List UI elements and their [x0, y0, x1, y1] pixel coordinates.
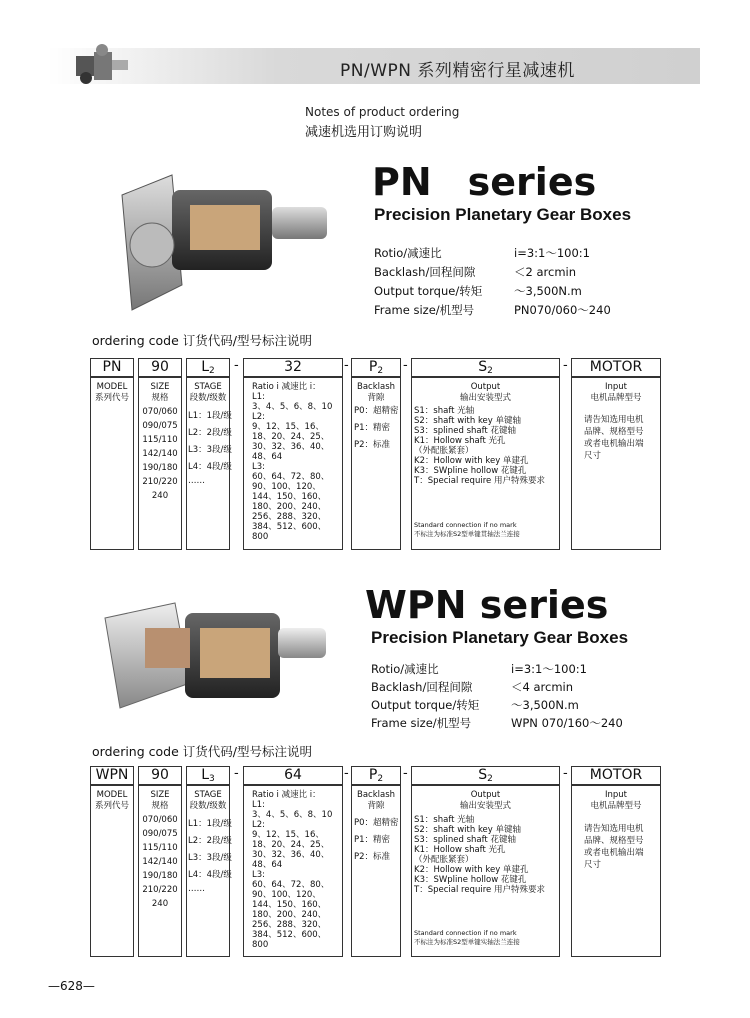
wpn-motor-list: 请告知选用电机 品牌、规格型号 或者电机输出端 尺寸	[584, 824, 644, 870]
wpn-size-detail: SIZE 规格 070/060 090/075 115/110 142/140 190/180 210/220 240	[142, 790, 178, 909]
wpn-code-output: S2	[478, 767, 493, 784]
pn-backlash-detail: Backlash 背隙	[356, 382, 396, 403]
pn-motor-list: 请告知选用电机 品牌、规格型号 或者电机输出端 尺寸	[584, 415, 644, 461]
pn-ratio-detail: Ratio i 减速比 i： L1: 3、4、5、6、8、10 L2: 9、12、15、16、 18、20、24、25、 30、32、36、40、 48、64 L3: 60、64、72、80、 90、100、120、 144、150、160、 180、200、240、 256、288、320、 384、512、600、 800	[252, 382, 333, 542]
pn-code-dash: -	[344, 358, 349, 373]
wpn-code-model: WPN	[95, 767, 129, 783]
pn-spec-torque-label: Output torque/转矩	[374, 284, 483, 298]
wpn-backlash-detail: Backlash 背隙	[356, 790, 396, 811]
wpn-output-note: Standard connection if no mark 不标注为标准S2型单键实轴法兰连接	[414, 929, 520, 946]
wpn-stage-detail: STAGE 段数/级数	[189, 790, 227, 811]
wpn-code-ratio: 64	[284, 767, 302, 783]
pn-gearbox-image	[112, 165, 332, 315]
pn-spec-frame-value: PN070/060～240	[514, 303, 611, 317]
wpn-code-stage: L3	[201, 767, 215, 784]
pn-code-dash: -	[234, 358, 239, 373]
pn-spec-backlash-label: Backlash/回程间隙	[374, 265, 476, 279]
wpn-spec-torque-label: Output torque/转矩	[371, 698, 480, 712]
wpn-spec-frame-value: WPN 070/160～240	[511, 716, 623, 730]
notes-title-cn: 减速机选用订购说明	[305, 125, 423, 140]
pn-code-output: S2	[478, 359, 493, 376]
pn-motor-detail: Input 电机品牌型号	[590, 382, 642, 403]
wpn-motor-detail: Input 电机品牌型号	[590, 790, 642, 811]
wpn-code-motor: MOTOR	[589, 767, 643, 783]
page-number: —628—	[48, 979, 95, 993]
pn-output-list: S1：shaft 光轴 S2：shaft with key 单键轴 S3：splined shaft 花键轴 K1：Hollow shaft 光孔 （外配胀紧套） K2：Hollow with key 单建孔 K3：SWpline hollow 花键孔 T：Special require 用户特殊要求	[414, 406, 545, 486]
wpn-spec-frame-label: Frame size/机型号	[371, 716, 472, 730]
wpn-spec-torque-value: ～3,500N.m	[511, 698, 579, 712]
pn-spec-torque-value: ～3,500N.m	[514, 284, 582, 298]
wpn-model-detail: MODEL 系列代号	[94, 790, 129, 811]
pn-stage-list: L1：1段/级 L2：2段/级 L3：3段/级 L4：4段/级 ……	[188, 411, 232, 486]
pn-spec-ratio-label: Rotio/减速比	[374, 246, 442, 260]
wpn-backlash-list: P0：超精密 P1：精密 P2：标准	[354, 818, 399, 862]
header-title: PN/WPN 系列精密行星减速机	[340, 61, 575, 81]
pn-spec-ratio-value: i=3:1～100:1	[514, 246, 590, 260]
pn-code-ratio: 32	[284, 359, 302, 375]
gearbox-icon	[72, 40, 132, 88]
wpn-spec-ratio-label: Rotio/减速比	[371, 662, 439, 676]
pn-code-motor: MOTOR	[589, 359, 643, 375]
wpn-ordering-label: ordering code 订货代码/型号标注说明	[92, 744, 312, 759]
wpn-spec-ratio-value: i=3:1～100:1	[511, 662, 587, 676]
wpn-spec-backlash-label: Backlash/回程间隙	[371, 680, 473, 694]
pn-backlash-list: P0：超精密 P1：精密 P2：标准	[354, 406, 399, 450]
pn-code-dash: -	[403, 358, 408, 373]
wpn-ratio-detail: Ratio i 减速比 i： L1: 3、4、5、6、8、10 L2: 9、12、15、16、 18、20、24、25、 30、32、36、40、 48、64 L3: 60、64、72、80、 90、100、120、 144、150、160、 180、200、240、 256、288、320、 384、512、600、 800	[252, 790, 333, 950]
wpn-code-size: 90	[151, 767, 169, 783]
pn-stage-detail: STAGE 段数/级数	[189, 382, 227, 403]
pn-code-dash: -	[563, 358, 568, 373]
pn-code-model: PN	[102, 359, 122, 375]
pn-spec-frame-label: Frame size/机型号	[374, 303, 475, 317]
wpn-spec-backlash-value: ＜4 arcmin	[511, 680, 574, 694]
pn-ordering-label: ordering code 订货代码/型号标注说明	[92, 333, 312, 348]
wpn-code-dash: -	[403, 766, 408, 781]
pn-output-detail: Output 输出安装型式	[459, 382, 511, 403]
wpn-output-detail: Output 输出安装型式	[459, 790, 511, 811]
pn-code-size: 90	[151, 359, 169, 375]
pn-code-stage: L2	[201, 359, 215, 376]
wpn-series-title: WPN series	[365, 583, 609, 627]
wpn-code-backlash: P2	[368, 767, 384, 784]
pn-code-backlash: P2	[368, 359, 384, 376]
wpn-gearbox-image	[100, 588, 330, 738]
wpn-code-dash: -	[344, 766, 349, 781]
pn-spec-backlash-value: ＜2 arcmin	[514, 265, 577, 279]
wpn-code-dash: -	[234, 766, 239, 781]
wpn-subtitle: Precision Planetary Gear Boxes	[371, 628, 629, 647]
pn-subtitle: Precision Planetary Gear Boxes	[374, 205, 632, 224]
pn-model-detail: MODEL 系列代号	[94, 382, 129, 403]
pn-series-title: PN series	[372, 160, 597, 204]
pn-output-note: Standard connection if no mark 不标注为标准S2型单键贯轴法兰连接	[414, 521, 520, 538]
wpn-code-dash: -	[563, 766, 568, 781]
wpn-stage-list: L1：1段/级 L2：2段/级 L3：3段/级 L4：4段/级 ……	[188, 819, 232, 894]
pn-size-detail: SIZE 规格 070/060 090/075 115/110 142/140 190/180 210/220 240	[142, 382, 178, 501]
wpn-output-list: S1：shaft 光轴 S2：shaft with key 单键轴 S3：splined shaft 花键轴 K1：Hollow shaft 光孔 （外配胀紧套） K2：Hollow with key 单建孔 K3：SWpline hollow 花键孔 T：Special require 用户特殊要求	[414, 815, 545, 895]
notes-title-en: Notes of product ordering	[305, 105, 460, 119]
